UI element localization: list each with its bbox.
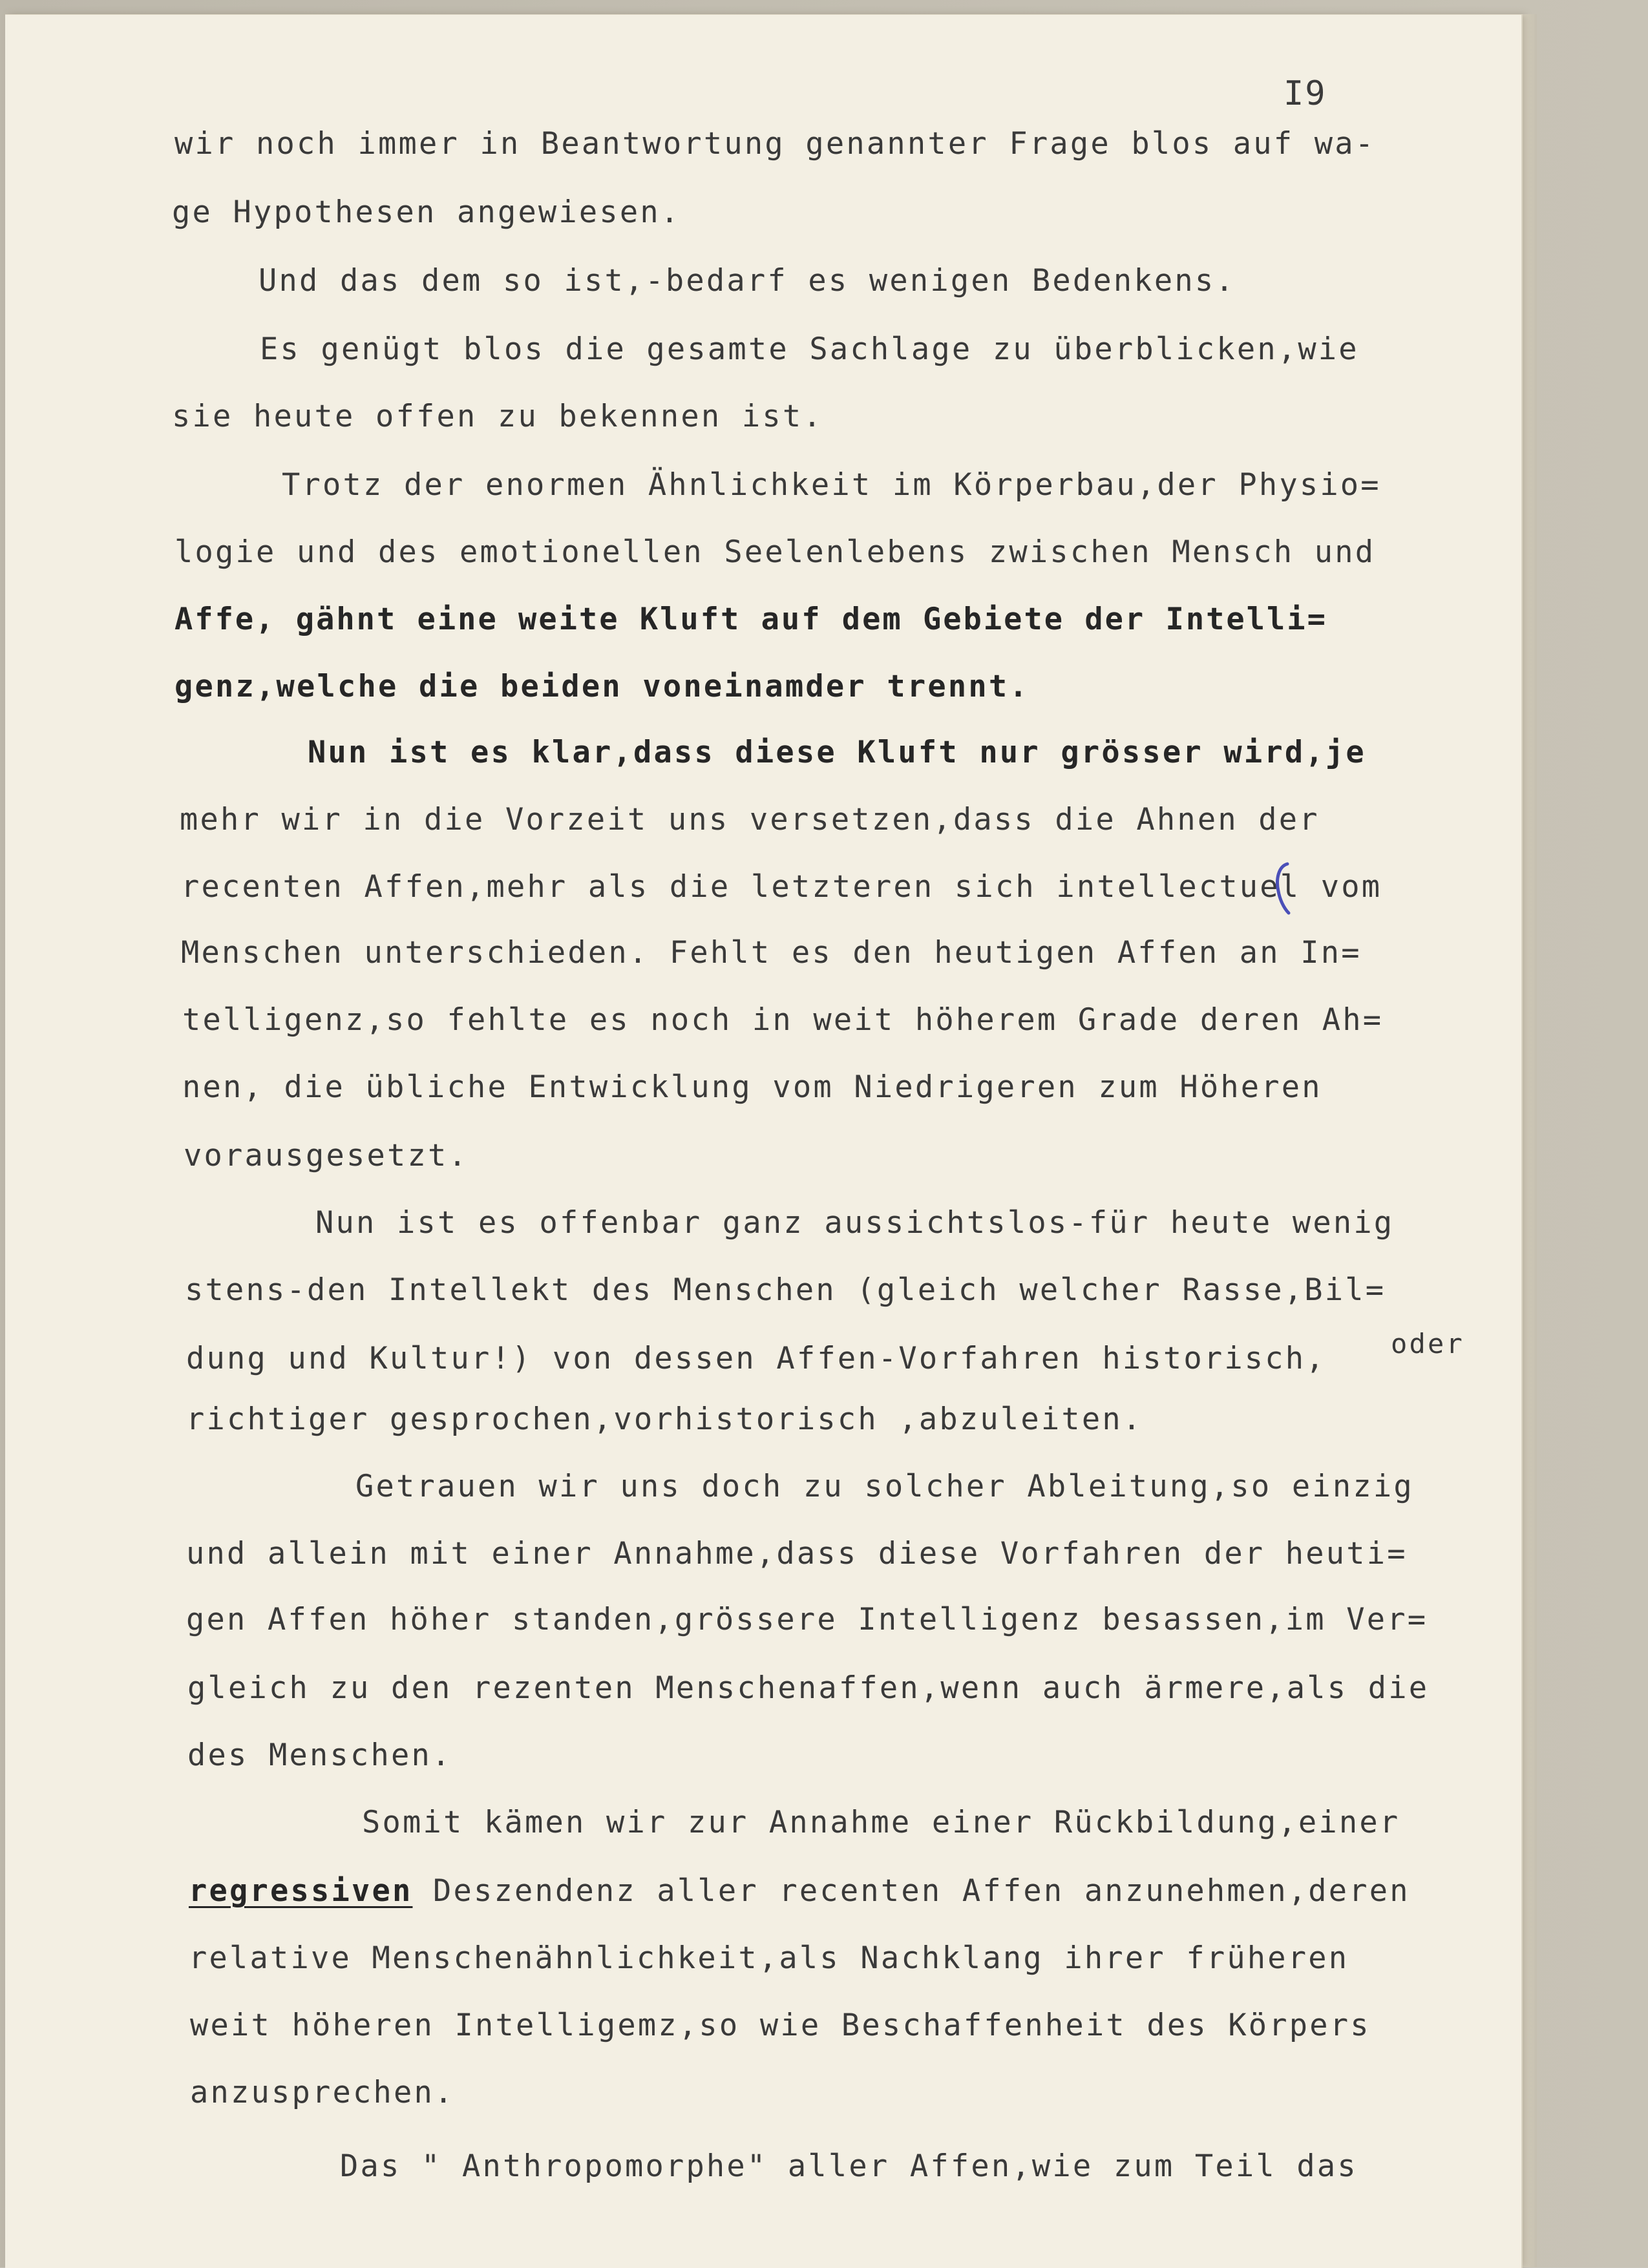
ink-correction-mark xyxy=(1273,860,1293,916)
text-line-1: wir noch immer in Beantwortung genannter Frage blos auf wa- xyxy=(174,126,1376,162)
text-line-5: sie heute offen zu bekennen ist. xyxy=(172,399,823,434)
text-line-22: und allein mit einer Annahme,dass diese Vorfahren der heuti= xyxy=(186,1536,1408,1571)
text-line-24: gleich zu den rezenten Menschenaffen,wenn auch ärmere,als die xyxy=(187,1670,1430,1706)
text-line-11: mehr wir in die Vorzeit uns versetzen,dass die Ahnen der xyxy=(180,802,1320,837)
text-line-16: vorausgesetzt. xyxy=(184,1138,469,1173)
text-line-20: richtiger gesprochen,vorhistorisch ,abzuleiten. xyxy=(186,1402,1143,1437)
text-line-13: Menschen unterschieden. Fehlt es den heutigen Affen an In= xyxy=(181,935,1362,971)
text-line-27-rest: Deszendenz aller recenten Affen anzunehmen,deren xyxy=(412,1873,1410,1909)
text-line-7: logie und des emotionellen Seelenlebens zwischen Mensch und xyxy=(174,534,1376,570)
text-line-28: relative Menschenähnlichkeit,als Nachklang ihrer früheren xyxy=(189,1940,1349,1976)
typewritten-page xyxy=(5,14,1521,2268)
text-line-9: genz,welche die beiden voneinamder trennt. xyxy=(174,669,1030,704)
underlined-word: regressiven xyxy=(189,1873,413,1909)
text-line-15: nen, die übliche Entwicklung vom Niedrigeren zum Höheren xyxy=(182,1069,1322,1105)
page-number: I9 xyxy=(1284,74,1327,113)
text-line-19: dung und Kultur!) von dessen Affen-Vorfahren historisch, xyxy=(186,1341,1326,1376)
text-line-29: weit höheren Intelligemz,so wie Beschaffenheit des Körpers xyxy=(190,2008,1371,2043)
text-line-21: Getrauen wir uns doch zu solcher Ableitung,so einzig xyxy=(355,1469,1414,1504)
text-line-30: anzusprechen. xyxy=(190,2075,455,2110)
text-line-18: stens-den Intellekt des Menschen (gleich welcher Rasse,Bil= xyxy=(185,1272,1386,1308)
text-line-14: telligenz,so fehlte es noch in weit höherem Grade deren Ah= xyxy=(182,1002,1384,1038)
text-line-31: Das " Anthropomorphe" aller Affen,wie zum Teil das xyxy=(340,2148,1358,2184)
text-line-10: Nun ist es klar,dass diese Kluft nur grösser wird,je xyxy=(308,735,1366,770)
text-line-2: ge Hypothesen angewiesen. xyxy=(172,194,681,230)
text-line-17: Nun ist es offenbar ganz aussichtslos-für heute wenig xyxy=(315,1205,1395,1241)
text-line-25: des Menschen. xyxy=(187,1738,452,1773)
text-line-6: Trotz der enormen Ähnlichkeit im Körperbau,der Physio= xyxy=(282,467,1381,503)
text-line-27 xyxy=(189,1873,1410,1909)
text-line-23: gen Affen höher standen,grössere Intelligenz besassen,im Ver= xyxy=(186,1602,1428,1637)
text-line-3: Und das dem so ist,-bedarf es wenigen Bedenkens. xyxy=(259,263,1236,299)
text-line-4: Es genügt blos die gesamte Sachlage zu überblicken,wie xyxy=(260,331,1359,367)
handwritten-insert-oder: oder xyxy=(1391,1328,1464,1360)
text-line-26: Somit kämen wir zur Annahme einer Rückbildung,einer xyxy=(362,1805,1400,1840)
text-line-8: Affe, gähnt eine weite Kluft auf dem Gebiete der Intelli= xyxy=(174,602,1327,637)
text-line-12: recenten Affen,mehr als die letzteren sich intellectuel vom xyxy=(181,869,1382,905)
